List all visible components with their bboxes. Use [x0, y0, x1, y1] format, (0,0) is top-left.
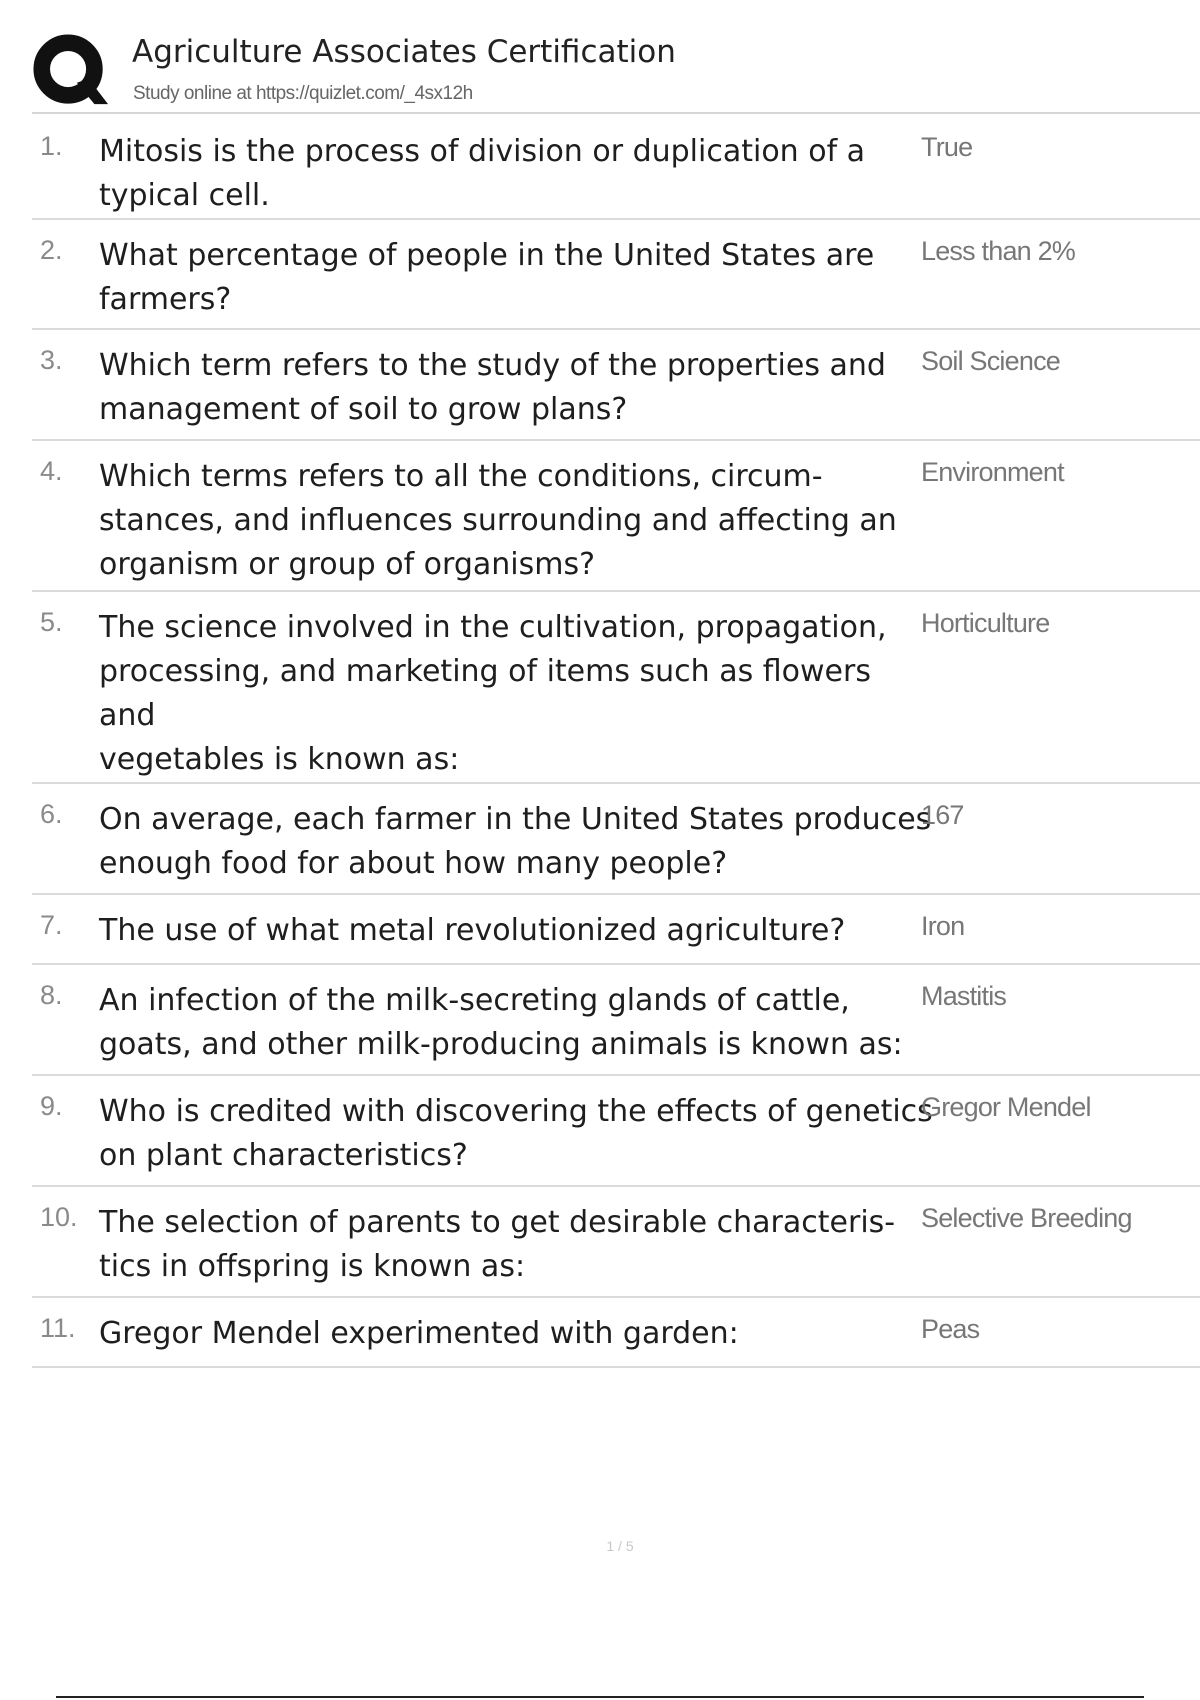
document-title: Agriculture Associates Certification	[132, 34, 676, 70]
card-question: On average, each farmer in the United States produces enough food for about how many people?	[99, 802, 932, 881]
flashcard-list	[32, 116, 1200, 1368]
document-header	[32, 30, 1200, 114]
card-number: 11.	[40, 1313, 76, 1343]
card-answer: 167	[921, 800, 964, 830]
card-answer: Gregor Mendel	[921, 1092, 1091, 1122]
card-question: The use of what metal revolutionized agriculture?	[99, 913, 846, 948]
card-question: The selection of parents to get desirable characteris- tics in offspring is known as:	[99, 1205, 896, 1284]
bottom-divider	[56, 1696, 1144, 1698]
flashcard-row	[32, 895, 1200, 965]
card-number: 9.	[40, 1091, 63, 1121]
card-question: Which term refers to the study of the properties and management of soil to grow plans?	[99, 348, 886, 427]
flashcard-row	[32, 116, 1200, 220]
flashcard-row	[32, 592, 1200, 784]
card-number: 10.	[40, 1202, 78, 1232]
card-question: Which terms refers to all the conditions, circum- stances, and influences surrounding and affecting an organism or group of organisms?	[99, 459, 897, 582]
flashcard-row	[32, 784, 1200, 895]
flashcard-row	[32, 220, 1200, 330]
flashcard-row	[32, 330, 1200, 441]
page-number: 1 / 5	[606, 1538, 634, 1554]
card-number: 2.	[40, 235, 63, 265]
quizlet-logo-icon	[32, 32, 110, 110]
flashcard-row	[32, 965, 1200, 1076]
card-question: An infection of the milk-secreting glands of cattle, goats, and other milk-producing animals is known as:	[99, 983, 903, 1062]
card-question: The science involved in the cultivation, propagation, processing, and marketing of items such as flowers and vegetables is known as:	[99, 610, 887, 777]
flashcard-row	[32, 1298, 1200, 1368]
card-answer: Environment	[921, 457, 1064, 487]
card-number: 7.	[40, 910, 63, 940]
card-answer: Mastitis	[921, 981, 1007, 1011]
card-answer: Selective Breeding	[921, 1203, 1132, 1233]
card-answer: Horticulture	[921, 608, 1050, 638]
card-number: 1.	[40, 131, 63, 161]
card-answer: Peas	[921, 1314, 980, 1344]
study-online-link[interactable]: Study online at https://quizlet.com/_4sx12h	[133, 83, 473, 104]
card-question: What percentage of people in the United States are farmers?	[99, 238, 875, 317]
card-answer: True	[921, 132, 973, 162]
card-answer: Soil Science	[921, 346, 1060, 376]
card-question: Mitosis is the process of division or duplication of a typical cell.	[99, 134, 866, 213]
card-answer: Less than 2%	[921, 236, 1076, 266]
card-number: 3.	[40, 345, 63, 375]
card-number: 6.	[40, 799, 63, 829]
flashcard-row	[32, 1076, 1200, 1187]
card-answer: Iron	[921, 911, 965, 941]
flashcard-row	[32, 441, 1200, 592]
card-number: 4.	[40, 456, 63, 486]
flashcard-row	[32, 1187, 1200, 1298]
card-question: Gregor Mendel experimented with garden:	[99, 1316, 739, 1351]
card-number: 8.	[40, 980, 63, 1010]
card-question: Who is credited with discovering the effects of genetics on plant characteristics?	[99, 1094, 933, 1173]
card-number: 5.	[40, 607, 63, 637]
